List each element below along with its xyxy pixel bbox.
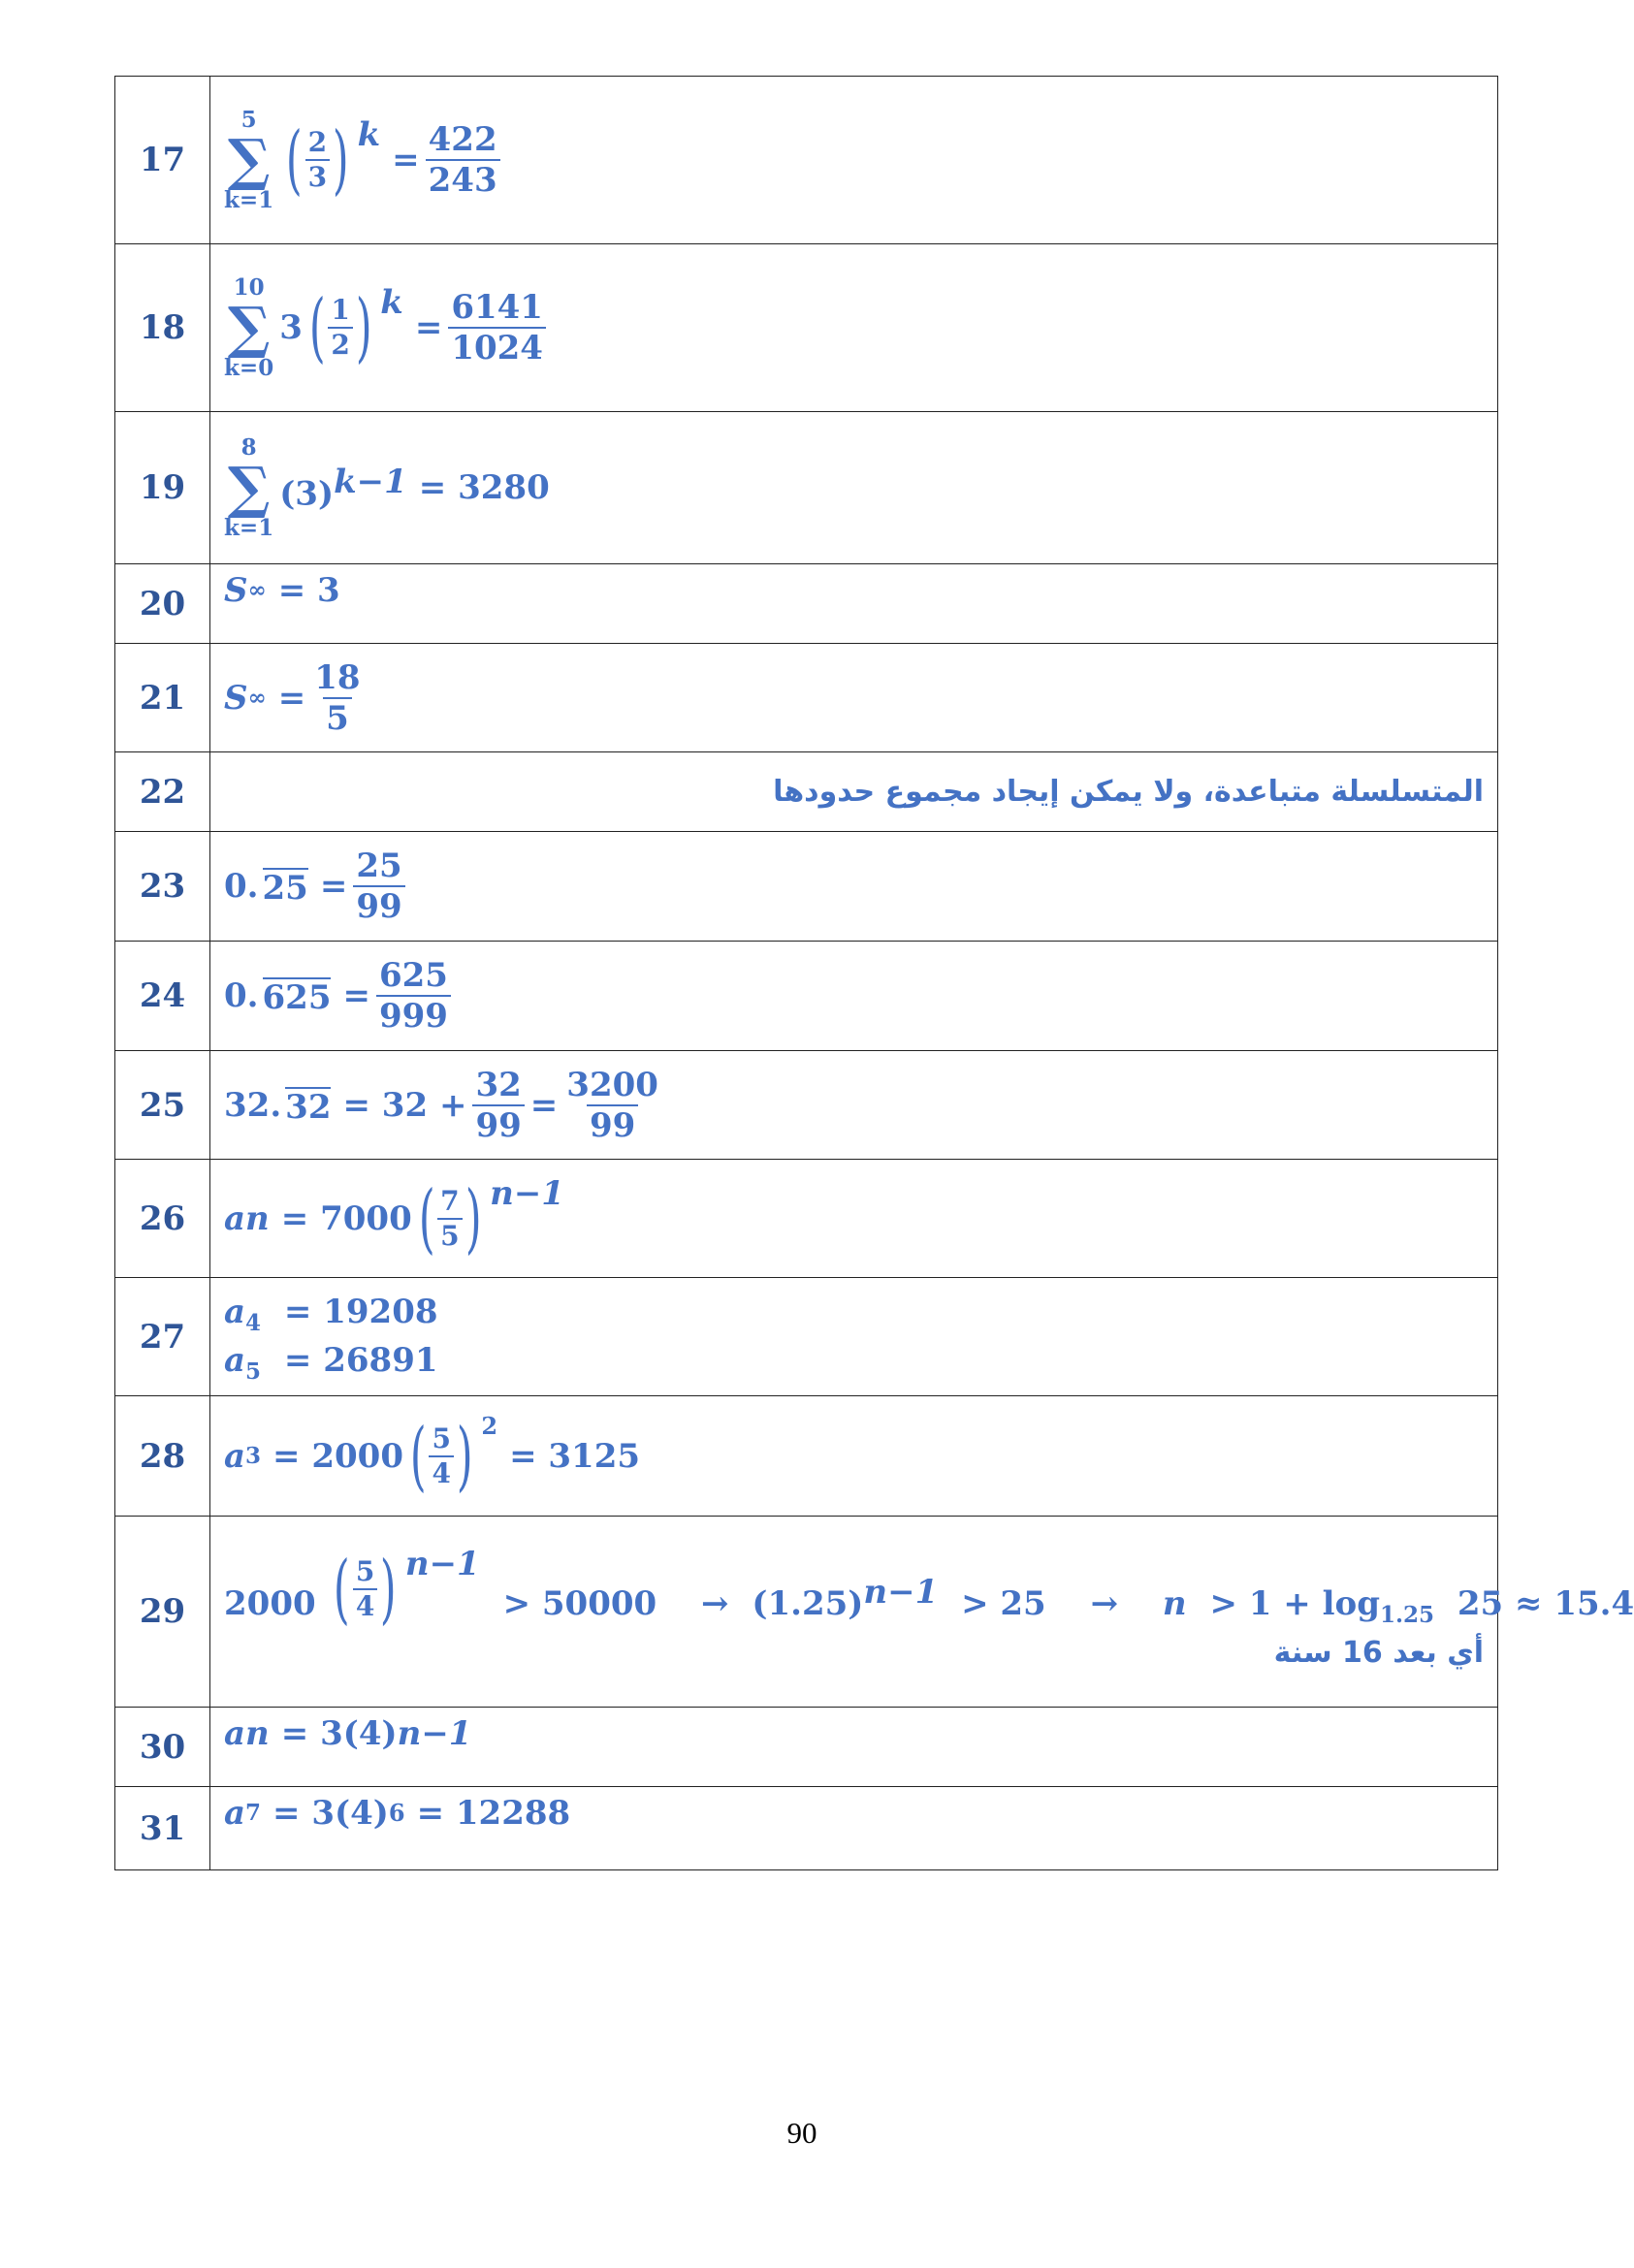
result-fraction — [563, 1065, 661, 1145]
inequality-2: > 25 — [961, 1583, 1046, 1623]
numerator: 7 — [440, 1184, 460, 1217]
denominator: 2 — [328, 327, 352, 359]
log-expression: > 1 + log — [1209, 1583, 1380, 1623]
math-line-2 — [224, 1337, 1497, 1385]
parenthesized-fraction: ( $\frac{2}{3}$ ) k — [286, 115, 381, 204]
answer-cell — [210, 1787, 1498, 1870]
answer-row-19 — [115, 412, 1498, 564]
answer-cell — [210, 244, 1498, 412]
denominator: 4 — [429, 1455, 453, 1487]
denominator: 999 — [376, 995, 451, 1033]
result-fraction — [448, 288, 546, 367]
variable: a — [224, 1714, 246, 1753]
answer-cell — [210, 832, 1498, 942]
fraction — [328, 294, 352, 361]
math-expression: S ∞ = 3 — [224, 571, 340, 610]
denominator: 5 — [323, 697, 352, 735]
result: = 26891 — [283, 1340, 438, 1380]
math-expression — [224, 847, 411, 926]
variable: n — [1162, 1583, 1187, 1623]
answer-row-25 — [115, 1051, 1498, 1160]
result: = 3280 — [418, 468, 550, 507]
answer-cell — [210, 1708, 1498, 1787]
result: = 19208 — [283, 1293, 438, 1332]
result-fraction — [426, 120, 500, 200]
numerator: 32 — [475, 1065, 522, 1104]
sigma-symbol: ∑ — [227, 455, 271, 521]
exponent: n−1 — [490, 1173, 564, 1213]
denominator: 4 — [353, 1588, 377, 1620]
fraction — [305, 126, 330, 193]
math-expression — [224, 1065, 667, 1145]
math-expression: a 7 = 3(4) 6 = 12288 — [224, 1794, 571, 1833]
fraction — [429, 1421, 453, 1489]
equals: = — [414, 308, 443, 347]
equals: = — [319, 867, 348, 906]
math-expression — [224, 1714, 472, 1753]
variable: a — [224, 1340, 246, 1380]
math-expression — [224, 956, 457, 1036]
answer-row-23 — [115, 832, 1498, 942]
equals: = — [277, 678, 306, 718]
answer-cell — [210, 412, 1498, 564]
denominator: 1024 — [448, 327, 546, 365]
repeating-digits: 32 — [285, 1087, 332, 1127]
answer-cell — [210, 1278, 1498, 1396]
answer-row-20 — [115, 564, 1498, 644]
equals: = — [342, 976, 370, 1015]
sum-upper-limit: 8 — [240, 433, 257, 461]
answer-row-28 — [115, 1396, 1498, 1517]
denominator: 243 — [426, 159, 500, 197]
answer-row-24 — [115, 942, 1498, 1051]
arabic-answer-text: المتسلسلة متباعدة، ولا يمكن إيجاد مجموع حدودها — [773, 775, 1484, 809]
exponent: n−1 — [404, 1544, 480, 1583]
fraction — [472, 1065, 524, 1145]
middle-term: = 2000 — [272, 1436, 404, 1476]
sum-upper-limit: 10 — [233, 273, 265, 301]
denominator: 99 — [472, 1104, 524, 1142]
summation — [224, 275, 273, 381]
denominator: 5 — [437, 1218, 462, 1250]
arrow-icon: → — [701, 1583, 729, 1623]
math-expression — [224, 1173, 564, 1262]
numerator: 1 — [331, 294, 350, 326]
numerator: 5 — [432, 1421, 451, 1454]
answer-row-29 — [115, 1517, 1498, 1708]
exponent: n−1 — [863, 1572, 939, 1612]
row-number: 18 — [115, 244, 210, 412]
arabic-answer-text: أي بعد 16 سنة — [1273, 1636, 1484, 1671]
subscript: n — [245, 1198, 270, 1238]
answer-row-31 — [115, 1787, 1498, 1870]
page-number: 90 — [786, 2116, 817, 2150]
row-number: 23 — [115, 832, 210, 942]
denominator: 99 — [353, 885, 404, 923]
row-number: 21 — [115, 644, 210, 752]
repeating-digits: 625 — [262, 978, 332, 1017]
result: = 12288 — [416, 1794, 571, 1833]
row-number: 24 — [115, 942, 210, 1051]
coefficient: 2000 — [224, 1583, 316, 1623]
arrow-icon: → — [1090, 1583, 1119, 1623]
result: = 3125 — [509, 1436, 641, 1476]
row-number: 26 — [115, 1160, 210, 1278]
result-fraction — [353, 847, 404, 926]
exponent: k−1 — [334, 462, 407, 501]
sum-lower-limit: k=1 — [224, 515, 274, 541]
parenthesized-fraction: ( $\frac{1}{2}$ ) k — [308, 283, 403, 371]
middle-term: = 3(4) — [272, 1794, 389, 1833]
numerator: 2 — [307, 126, 328, 158]
repeating-digits: 25 — [262, 869, 308, 908]
parenthesized-fraction: ( $\frac{5}{4}$ ) n−1 — [334, 1544, 480, 1633]
answer-row-17 — [115, 77, 1498, 244]
answer-cell — [210, 644, 1498, 752]
summation — [224, 435, 273, 541]
row-number: 25 — [115, 1051, 210, 1160]
coefficient: 3 — [279, 308, 303, 347]
math-expression: S ∞ = $\frac{18}{5}$ — [224, 661, 369, 735]
middle-term: = 7000 — [280, 1198, 412, 1238]
sigma-symbol: ∑ — [227, 127, 271, 193]
answer-cell — [210, 752, 1498, 832]
equals: = — [392, 141, 420, 179]
middle-term: = 32 + — [342, 1085, 467, 1125]
sigma-symbol: ∑ — [227, 295, 271, 361]
subscript: 5 — [245, 1358, 262, 1385]
sum-lower-limit: k=1 — [224, 187, 274, 213]
result: = 3(4) — [280, 1714, 398, 1753]
answer-row-30 — [115, 1708, 1498, 1787]
base: (1.25) — [752, 1583, 864, 1623]
row-number: 27 — [115, 1278, 210, 1396]
equals: = — [529, 1085, 559, 1125]
answer-cell — [210, 77, 1498, 244]
math-line-1 — [224, 1289, 1497, 1336]
answer-row-21 — [115, 644, 1498, 752]
integer-part: 32. — [224, 1085, 282, 1125]
summation — [224, 108, 273, 213]
answer-row-22 — [115, 752, 1498, 832]
row-number: 19 — [115, 412, 210, 564]
exponent: 2 — [481, 1411, 498, 1440]
numerator: 625 — [378, 956, 448, 995]
sum-lower-limit: k=0 — [224, 355, 274, 381]
row-number: 29 — [115, 1517, 210, 1708]
denominator: 3 — [305, 159, 330, 191]
numerator: 3200 — [566, 1065, 658, 1104]
row-number: 20 — [115, 564, 210, 644]
math-expression — [224, 435, 550, 541]
integer-part: 0. — [224, 867, 259, 906]
denominator: 99 — [587, 1104, 638, 1142]
answer-row-26 — [115, 1160, 1498, 1278]
variable: S — [224, 678, 248, 718]
math-expression: a 3 = 2000 ( $\frac{5}{4}$ ) 2 = 3125 — [224, 1411, 641, 1500]
result-fraction — [376, 956, 451, 1036]
integer-part: 0. — [224, 976, 259, 1015]
answer-cell — [210, 1160, 1498, 1278]
row-number: 28 — [115, 1396, 210, 1517]
variable: S — [224, 571, 248, 610]
parenthesized-fraction: ( $\frac{5}{4}$ ) 2 — [409, 1411, 498, 1500]
subscript: 4 — [245, 1310, 262, 1336]
parenthesized-fraction: ( $\frac{7}{5}$ ) n−1 — [418, 1173, 564, 1262]
numerator: 5 — [355, 1554, 375, 1587]
answer-cell — [210, 942, 1498, 1051]
exponent: k — [380, 283, 403, 322]
approx-result: 25 ≈ 15.4 — [1457, 1583, 1634, 1623]
numerator: 422 — [428, 120, 497, 159]
result: = 3 — [277, 571, 340, 610]
numerator: 25 — [356, 847, 402, 885]
log-base: 1.25 — [1380, 1601, 1435, 1628]
variable: a — [224, 1794, 246, 1833]
row-number: 22 — [115, 752, 210, 832]
math-expression — [224, 275, 552, 381]
variable: a — [224, 1436, 246, 1476]
numerator: 18 — [314, 657, 361, 697]
variable: a — [224, 1198, 246, 1238]
answer-cell — [210, 1396, 1498, 1517]
result-fraction — [311, 657, 363, 738]
sum-upper-limit: 5 — [240, 106, 257, 133]
math-expression — [224, 108, 506, 213]
exponent: k — [357, 115, 381, 154]
variable: a — [224, 1293, 246, 1332]
answer-row-18 — [115, 244, 1498, 412]
exponent: n−1 — [397, 1714, 472, 1753]
answer-row-27 — [115, 1278, 1498, 1396]
term: $(3)^{k-1}$ — [279, 462, 407, 514]
answer-cell — [210, 564, 1498, 644]
row-number: 17 — [115, 77, 210, 244]
answer-cell — [210, 1051, 1498, 1160]
row-number: 30 — [115, 1708, 210, 1787]
subscript: n — [245, 1714, 270, 1753]
fraction — [437, 1184, 462, 1252]
fraction — [353, 1554, 377, 1622]
inequality-1: > 50000 — [502, 1583, 657, 1623]
numerator: 6141 — [451, 288, 543, 327]
row-number: 31 — [115, 1787, 210, 1870]
